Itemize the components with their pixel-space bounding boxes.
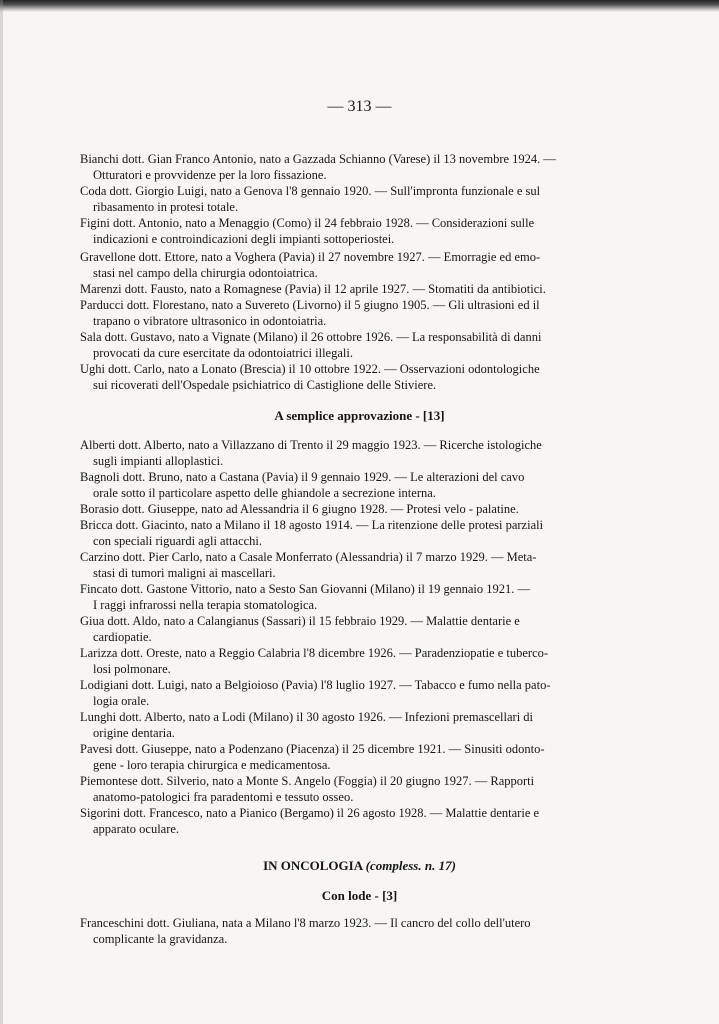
entry-line-1: Parducci dott. Florestano, nato a Suvereto (Livorno) il 5 giugno 1905. — Gli ultrasioni ed il	[80, 298, 540, 312]
entry-line-2: stasi nel campo della chirurgia odontoiatrica.	[93, 265, 318, 280]
thesis-entry	[80, 646, 620, 677]
thesis-entry	[80, 438, 620, 469]
entry-line-2: ribasamento in protesi totale.	[93, 199, 239, 214]
entry-line-2: sui ricoverati dell'Ospedale psichiatrico di Castiglione delle Stiviere.	[93, 377, 437, 392]
thesis-entry	[80, 614, 620, 645]
entry-line-1: Lodigiani dott. Luigi, nato a Belgioioso (Pavia) l'8 luglio 1927. — Tabacco e fumo nella pato-	[80, 678, 551, 692]
entry-line-1: Franceschini dott. Giuliana, nata a Milano l'8 marzo 1923. — Il cancro del collo dell'utero	[80, 916, 531, 930]
entry-line-1: Sala dott. Gustavo, nato a Vignate (Milano) il 26 ottobre 1926. — La responsabilità di danni	[80, 330, 542, 344]
entry-line-1: Pavesi dott. Giuseppe, nato a Podenzano (Piacenza) il 25 dicembre 1921. — Sinusiti odonto-	[80, 742, 545, 756]
entry-line-1: Gravellone dott. Ettore, nato a Voghera (Pavia) il 27 novembre 1927. — Emorragie ed emo-	[80, 250, 541, 264]
entry-line-1: Bricca dott. Giacinto, nato a Milano il 18 agosto 1914. — La ritenzione delle protesi parziali	[80, 518, 544, 532]
thesis-entry	[80, 298, 620, 329]
entry-line-1: Bagnoli dott. Bruno, nato a Castana (Pavia) il 9 gennaio 1929. — Le alterazioni del cavo	[80, 470, 525, 484]
entry-line-1: Alberti dott. Alberto, nato a Villazzano di Trento il 29 maggio 1923. — Ricerche istologiche	[80, 438, 542, 452]
thesis-entry	[80, 806, 620, 837]
thesis-entry	[80, 502, 620, 518]
oncology-title: IN ONCOLOGIA	[263, 858, 363, 873]
thesis-entry	[80, 330, 620, 361]
entry-line-1: Coda dott. Giorgio Luigi, nato a Genova l'8 gennaio 1920. — Sull'impronta funzionale e sul	[80, 184, 541, 198]
entry-line-2: sugli impianti alloplastici.	[93, 453, 224, 468]
entry-line-2: logia orale.	[93, 693, 150, 708]
entry-line-1: Marenzi dott. Fausto, nato a Romagnese (Pavia) il 12 aprile 1927. — Stomatiti da antibiotici.	[80, 282, 546, 296]
entry-line-2: origine dentaria.	[93, 725, 175, 740]
entry-line-2: I raggi infrarossi nella terapia stomatologica.	[93, 597, 318, 612]
entry-line-2: apparato oculare.	[93, 821, 180, 836]
entry-line-2: con speciali riguardi agli attacchi.	[93, 533, 263, 548]
entry-line-2: provocati da cure esercitate da odontoiatrici illegali.	[93, 345, 353, 360]
entry-line-1: Sigorini dott. Francesco, nato a Pianico (Bergamo) il 26 agosto 1928. — Malattie dentarie e	[80, 806, 540, 820]
thesis-entry	[80, 742, 620, 773]
thesis-entry	[80, 282, 620, 298]
thesis-entry	[80, 518, 620, 549]
entry-line-1: Fincato dott. Gastone Vittorio, nato a Sesto San Giovanni (Milano) il 19 gennaio 1921. —	[80, 582, 531, 596]
section-heading-approval: A semplice approvazione - [13]	[274, 408, 445, 423]
thesis-entry	[80, 216, 620, 247]
entry-line-1: Giua dott. Aldo, nato a Calangianus (Sassari) il 15 febbraio 1929. — Malattie dentarie e	[80, 614, 520, 628]
entry-line-2: cardiopatie.	[93, 629, 152, 644]
entry-line-2: stasi di tumori maligni ai mascellari.	[93, 565, 276, 580]
entry-line-1: Figini dott. Antonio, nato a Menaggio (Como) il 24 febbraio 1928. — Considerazioni sulle	[80, 216, 535, 230]
oncology-count: (compless. n. 17)	[365, 858, 456, 873]
thesis-entry	[80, 362, 620, 393]
thesis-entry	[80, 470, 620, 501]
entry-line-2: trapano o vibratore ultrasonico in odontoiatria.	[93, 313, 327, 328]
entry-line-2: anatomo-patologici fra paradentomi e tessuto osseo.	[93, 789, 354, 804]
thesis-entry	[80, 250, 620, 281]
thesis-entry	[80, 774, 620, 805]
thesis-entry	[80, 152, 620, 183]
page-number: — 313 —	[327, 98, 392, 115]
thesis-entry	[80, 550, 620, 581]
entry-line-1: Ughi dott. Carlo, nato a Lonato (Brescia) il 10 ottobre 1922. — Osservazioni odontologiche	[80, 362, 540, 376]
entry-line-1: Larizza dott. Oreste, nato a Reggio Calabria l'8 dicembre 1926. — Paradenziopatie e tuberco-	[80, 646, 549, 660]
entry-line-2: orale sotto il particolare aspetto delle ghiandole a secrezione interna.	[93, 485, 436, 500]
entry-line-2: Otturatori e provvidenze per la loro fissazione.	[93, 167, 327, 182]
thesis-entry	[80, 184, 620, 215]
entry-line-1: Bianchi dott. Gian Franco Antonio, nato a Gazzada Schianno (Varese) il 13 novembre 1924. —	[80, 152, 556, 166]
entry-line-1: Piemontese dott. Silverio, nato a Monte S. Angelo (Foggia) il 20 giugno 1927. — Rapporti	[80, 774, 535, 788]
thesis-entry	[80, 582, 620, 613]
thesis-entry	[80, 678, 620, 709]
scan-top-edge	[0, 0, 719, 12]
thesis-entry	[80, 710, 620, 741]
entry-line-2: losi polmonare.	[93, 661, 171, 676]
entry-line-1: Carzino dott. Pier Carlo, nato a Casale Monferrato (Alessandria) il 7 marzo 1929. — Meta-	[80, 550, 537, 564]
section-heading-oncology	[0, 858, 719, 874]
entry-line-1: Borasio dott. Giuseppe, nato ad Alessandria il 6 giugno 1928. — Protesi velo - palatine.	[80, 502, 519, 516]
entry-line-2: indicazioni e controindicazioni degli impianti sottoperiostei.	[93, 231, 395, 246]
entry-line-1: Lunghi dott. Alberto, nato a Lodi (Milano) il 30 agosto 1926. — Infezioni premascellari di	[80, 710, 534, 724]
thesis-entry	[80, 916, 620, 947]
entry-line-2: gene - loro terapia chirurgica e medicamentosa.	[93, 757, 331, 772]
section-heading-lode: Con lode - [3]	[321, 888, 398, 903]
entry-line-2: complicante la gravidanza.	[93, 931, 228, 946]
